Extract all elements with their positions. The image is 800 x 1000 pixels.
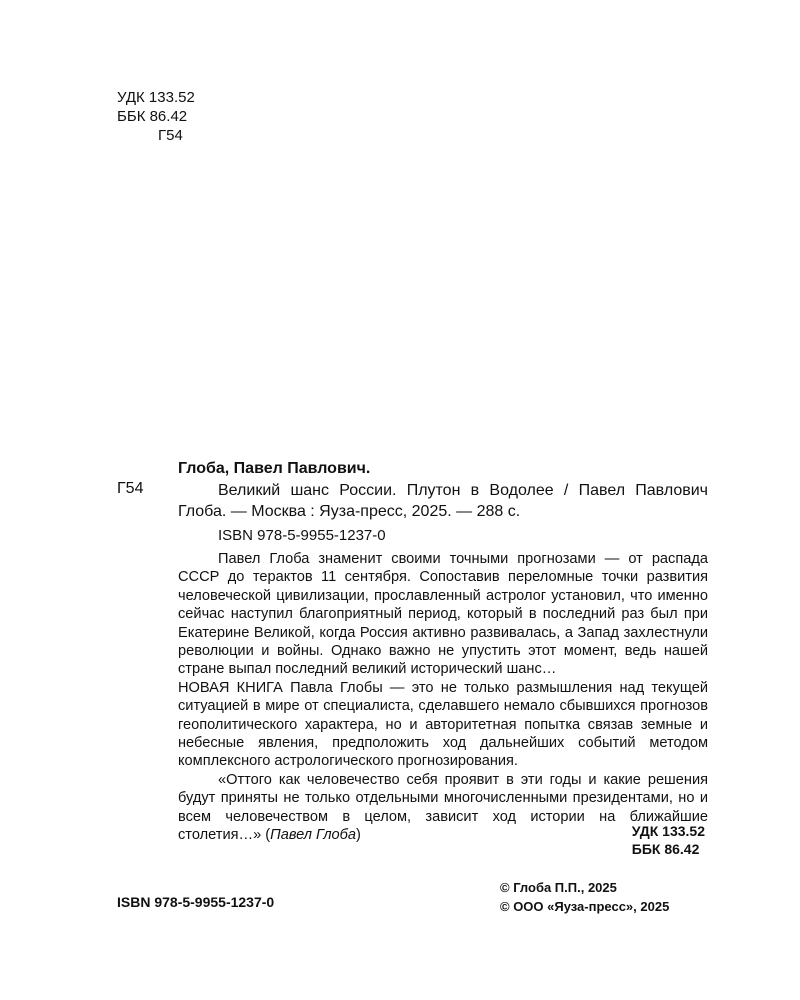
- udk-code-bottom: УДК 133.52: [631, 823, 705, 839]
- annotation-paragraph-2: НОВАЯ КНИГА Павла Глобы — это не только размышления над текущей ситуацией в мире от специалиста, сделавшего немало сбывшихся прогнозов геополитического характера, но и авторитетная попытка связав земные и небесные явления, предположить ход дальнейших событий методом комплексного астрологического прогнозирования.: [178, 679, 708, 770]
- entry-isbn: ISBN 978-5-9955-1237-0: [218, 527, 386, 544]
- annotation-paragraph-1: Павел Глоба знаменит своими точными прогнозами — от распада СССР до терактов 11 сентября. Сопоставив переломные точки развития человеческой цивилизации, прославленный астролог установил, что именно сейчас наступил благоприятный период, который в последний раз был при Екатерине Великой, когда Россия активно развивалась, а Запад захлестнули революции и войны. Однако важно не упустить этот момент, ведь нашей стране выпал последний великий исторический шанс…: [178, 551, 708, 678]
- annotation: [178, 550, 708, 845]
- bbk-code-bottom: ББК 86.42: [631, 841, 700, 857]
- classification-bottom: [632, 822, 705, 858]
- author-heading: Глоба, Павел Павлович.: [178, 460, 371, 477]
- copyright-block: [500, 878, 669, 916]
- quote-text: «Оттого как человечество себя проявит в эти годы и какие решения будут приняты не только отдельными многочисленными президентами, но и всем человечеством в целом, зависит ход истории на ближайшие столетия…» (: [178, 771, 708, 844]
- bbk-code: ББК 86.42: [117, 108, 188, 125]
- copyright-publisher: © ООО «Яуза-пресс», 2025: [500, 899, 670, 914]
- copyright-author: © Глоба П.П., 2025: [500, 880, 617, 895]
- quote-author: Павел Глоба: [270, 827, 356, 844]
- udk-code: УДК 133.52: [117, 89, 195, 106]
- classification-top: [117, 88, 195, 145]
- quote-close: ): [356, 827, 361, 844]
- entry-cutter-code: Г54: [117, 480, 144, 497]
- annotation-quote: [178, 771, 708, 845]
- footer-isbn: ISBN 978-5-9955-1237-0: [117, 894, 275, 910]
- cutter-code: Г54: [158, 127, 183, 144]
- title-block: Великий шанс России. Плутон в Водолее / Павел Павлович Глоба. — Москва : Яуза-пресс, 2025. — 288 с.: [178, 482, 708, 520]
